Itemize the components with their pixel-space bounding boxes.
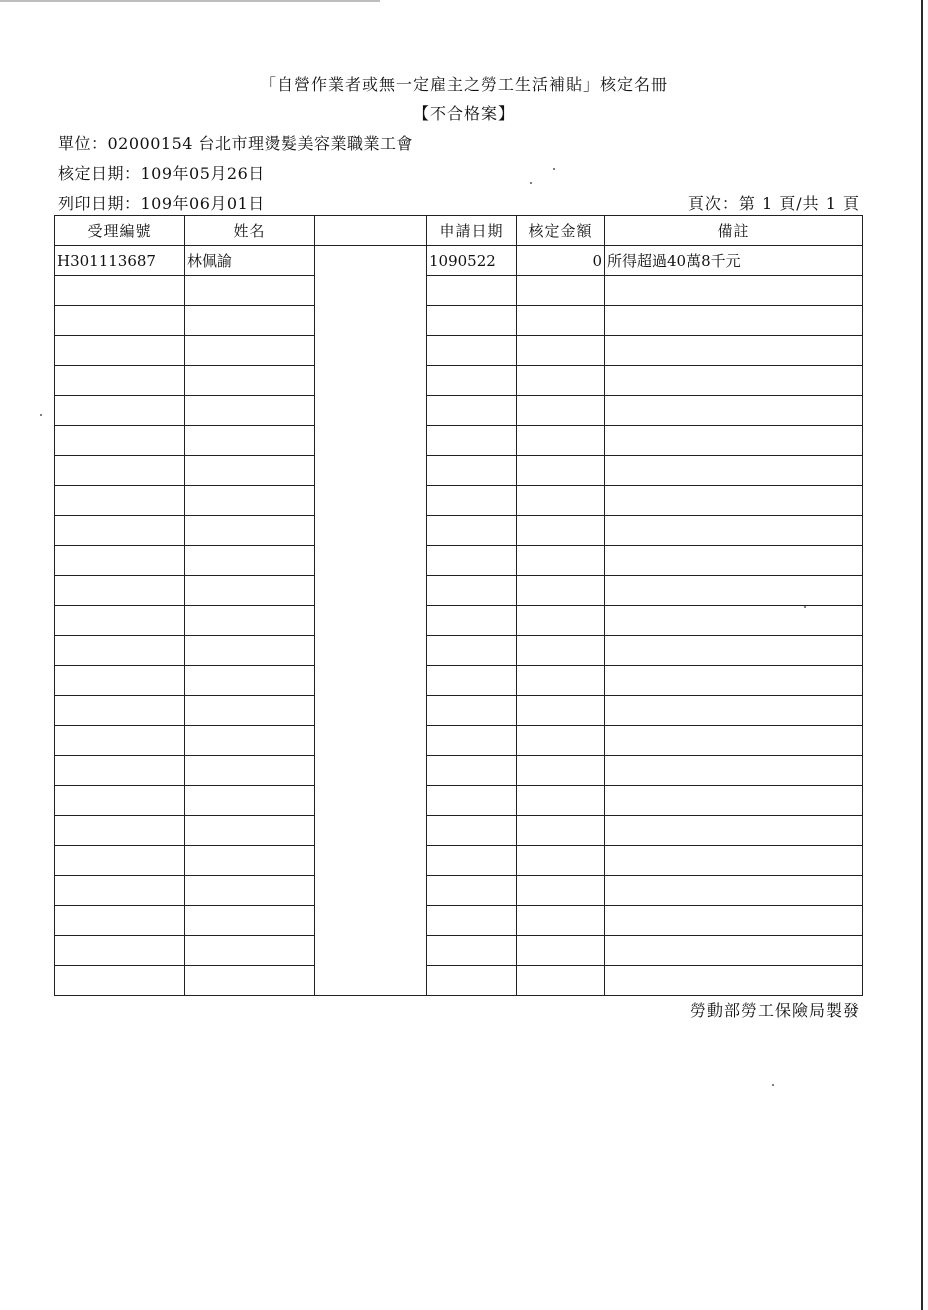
- cell-name: [185, 786, 315, 816]
- cell-apply-date: [427, 366, 517, 396]
- cell-name: [185, 366, 315, 396]
- cell-apply-date: [427, 306, 517, 336]
- cell-blank: [315, 516, 427, 546]
- cell-apply-date: [427, 756, 517, 786]
- cell-amount: [517, 846, 605, 876]
- cell-name: [185, 696, 315, 726]
- table-row: [55, 456, 863, 486]
- cell-apply-date: [427, 966, 517, 996]
- cell-remark: [605, 426, 863, 456]
- table-row: [55, 786, 863, 816]
- cell-case-no: [55, 546, 185, 576]
- cell-blank: [315, 336, 427, 366]
- cell-remark: [605, 276, 863, 306]
- cell-blank: [315, 756, 427, 786]
- cell-amount: [517, 786, 605, 816]
- approval-register-table: [54, 215, 863, 996]
- cell-case-no: [55, 486, 185, 516]
- cell-remark: [605, 396, 863, 426]
- cell-case-no: [55, 336, 185, 366]
- table-row: [55, 396, 863, 426]
- cell-blank: [315, 606, 427, 636]
- cell-remark: [605, 906, 863, 936]
- cell-remark: [605, 696, 863, 726]
- header-name: 姓名: [185, 216, 315, 246]
- cell-apply-date: [427, 516, 517, 546]
- scan-speck: [772, 1084, 774, 1086]
- cell-remark: [605, 936, 863, 966]
- cell-name: [185, 816, 315, 846]
- cell-remark: [605, 306, 863, 336]
- cell-remark: [605, 516, 863, 546]
- cell-amount: [517, 966, 605, 996]
- cell-blank: [315, 366, 427, 396]
- cell-case-no: [55, 666, 185, 696]
- cell-remark: [605, 456, 863, 486]
- table-row: [55, 666, 863, 696]
- cell-blank: [315, 696, 427, 726]
- cell-apply-date: [427, 666, 517, 696]
- cell-name: [185, 636, 315, 666]
- cell-apply-date: [427, 846, 517, 876]
- cell-case-no: [55, 426, 185, 456]
- cell-blank: [315, 486, 427, 516]
- table-row: [55, 276, 863, 306]
- cell-remark: [605, 876, 863, 906]
- cell-amount: [517, 486, 605, 516]
- table-row: [55, 516, 863, 546]
- cell-amount: [517, 606, 605, 636]
- cell-apply-date: [427, 396, 517, 426]
- cell-remark: [605, 606, 863, 636]
- cell-amount: [517, 516, 605, 546]
- cell-case-no: [55, 876, 185, 906]
- cell-name: [185, 846, 315, 876]
- cell-name: [185, 426, 315, 456]
- cell-amount: [517, 306, 605, 336]
- table-row: [55, 336, 863, 366]
- cell-blank: [315, 306, 427, 336]
- cell-amount: [517, 336, 605, 366]
- cell-remark: [605, 816, 863, 846]
- table-row: [55, 636, 863, 666]
- cell-blank: [315, 666, 427, 696]
- table-row: [55, 876, 863, 906]
- cell-blank: [315, 246, 427, 276]
- cell-name: [185, 516, 315, 546]
- cell-name: [185, 336, 315, 366]
- cell-name: [185, 876, 315, 906]
- cell-blank: [315, 396, 427, 426]
- cell-amount: [517, 726, 605, 756]
- cell-amount: [517, 276, 605, 306]
- table-row: [55, 906, 863, 936]
- cell-name: [185, 906, 315, 936]
- cell-case-no: [55, 396, 185, 426]
- cell-name: [185, 726, 315, 756]
- cell-blank: [315, 906, 427, 936]
- cell-apply-date: [427, 936, 517, 966]
- cell-apply-date: [427, 786, 517, 816]
- cell-case-no: [55, 786, 185, 816]
- table-row: [55, 366, 863, 396]
- cell-amount: [517, 756, 605, 786]
- cell-remark: [605, 636, 863, 666]
- table-row: [55, 846, 863, 876]
- table-row: [55, 696, 863, 726]
- cell-amount: [517, 906, 605, 936]
- cell-amount: [517, 546, 605, 576]
- cell-name: [185, 396, 315, 426]
- header-blank-column: [315, 216, 427, 246]
- table-row: [55, 576, 863, 606]
- cell-apply-date: [427, 276, 517, 306]
- cell-name: [185, 456, 315, 486]
- cell-apply-date: [427, 696, 517, 726]
- cell-amount: [517, 366, 605, 396]
- cell-amount: [517, 456, 605, 486]
- cell-remark: [605, 546, 863, 576]
- cell-case-no: H301113687: [55, 246, 185, 276]
- cell-remark: [605, 366, 863, 396]
- cell-case-no: [55, 846, 185, 876]
- document-title: 「自營作業者或無一定雇主之勞工生活補貼」核定名冊: [259, 75, 668, 94]
- table-row: [55, 546, 863, 576]
- cell-amount: [517, 396, 605, 426]
- cell-apply-date: [427, 726, 517, 756]
- table-row: [55, 486, 863, 516]
- cell-blank: [315, 876, 427, 906]
- cell-remark: [605, 666, 863, 696]
- table-body: [55, 246, 863, 996]
- cell-apply-date: [427, 636, 517, 666]
- table-row: [55, 426, 863, 456]
- cell-name: [185, 486, 315, 516]
- cell-blank: [315, 816, 427, 846]
- page-indicator: 頁次：第 1 頁/共 1 頁: [687, 194, 860, 213]
- cell-amount: 0: [517, 246, 605, 276]
- cell-amount: [517, 636, 605, 666]
- cell-blank: [315, 276, 427, 306]
- table-header-row: [55, 216, 863, 246]
- cell-name: [185, 756, 315, 786]
- cell-apply-date: [427, 906, 517, 936]
- scan-edge-right: [921, 0, 923, 1310]
- cell-apply-date: [427, 816, 517, 846]
- cell-name: 林佩諭: [185, 246, 315, 276]
- cell-case-no: [55, 636, 185, 666]
- cell-remark: [605, 756, 863, 786]
- unit-line: 單位：02000154 台北市理燙髮美容業職業工會: [58, 134, 414, 153]
- cell-name: [185, 276, 315, 306]
- cell-blank: [315, 846, 427, 876]
- cell-case-no: [55, 306, 185, 336]
- cell-case-no: [55, 906, 185, 936]
- cell-blank: [315, 786, 427, 816]
- cell-apply-date: [427, 336, 517, 366]
- table-row: [55, 306, 863, 336]
- table-row: [55, 246, 863, 276]
- cell-remark: [605, 576, 863, 606]
- cell-blank: [315, 636, 427, 666]
- cell-blank: [315, 576, 427, 606]
- scan-edge-top: [0, 0, 380, 2]
- approval-date-line: 核定日期：109年05月26日: [58, 164, 265, 183]
- table-row: [55, 966, 863, 996]
- cell-blank: [315, 936, 427, 966]
- cell-remark: [605, 786, 863, 816]
- cell-amount: [517, 426, 605, 456]
- cell-apply-date: [427, 426, 517, 456]
- cell-blank: [315, 426, 427, 456]
- cell-apply-date: [427, 576, 517, 606]
- table-row: [55, 756, 863, 786]
- cell-case-no: [55, 726, 185, 756]
- scan-speck: [530, 182, 532, 184]
- cell-blank: [315, 966, 427, 996]
- cell-remark: [605, 486, 863, 516]
- cell-amount: [517, 666, 605, 696]
- scan-speck: [40, 414, 42, 416]
- cell-apply-date: [427, 456, 517, 486]
- cell-blank: [315, 726, 427, 756]
- cell-name: [185, 666, 315, 696]
- cell-name: [185, 546, 315, 576]
- table-row: [55, 816, 863, 846]
- cell-case-no: [55, 516, 185, 546]
- cell-name: [185, 966, 315, 996]
- header-case-no: 受理編號: [55, 216, 185, 246]
- table-row: [55, 606, 863, 636]
- cell-case-no: [55, 756, 185, 786]
- cell-case-no: [55, 276, 185, 306]
- cell-case-no: [55, 696, 185, 726]
- cell-apply-date: 1090522: [427, 246, 517, 276]
- cell-blank: [315, 546, 427, 576]
- cell-apply-date: [427, 606, 517, 636]
- cell-apply-date: [427, 876, 517, 906]
- cell-remark: [605, 966, 863, 996]
- scan-speck: [804, 606, 806, 608]
- cell-name: [185, 606, 315, 636]
- cell-case-no: [55, 606, 185, 636]
- table-row: [55, 726, 863, 756]
- issuer-footer: 勞動部勞工保險局製發: [689, 1001, 860, 1020]
- header-apply-date: 申請日期: [427, 216, 517, 246]
- cell-name: [185, 306, 315, 336]
- cell-name: [185, 576, 315, 606]
- cell-apply-date: [427, 486, 517, 516]
- cell-remark: [605, 336, 863, 366]
- cell-name: [185, 936, 315, 966]
- cell-case-no: [55, 576, 185, 606]
- cell-amount: [517, 576, 605, 606]
- cell-case-no: [55, 966, 185, 996]
- cell-case-no: [55, 366, 185, 396]
- cell-case-no: [55, 456, 185, 486]
- cell-case-no: [55, 816, 185, 846]
- cell-case-no: [55, 936, 185, 966]
- header-remark: 備註: [605, 216, 863, 246]
- cell-blank: [315, 456, 427, 486]
- scan-speck: [553, 168, 555, 170]
- print-date-line: 列印日期：109年06月01日: [58, 194, 265, 213]
- cell-amount: [517, 936, 605, 966]
- cell-apply-date: [427, 546, 517, 576]
- cell-remark: [605, 726, 863, 756]
- cell-remark: 所得超過40萬8千元: [605, 246, 863, 276]
- cell-amount: [517, 876, 605, 906]
- table-row: [55, 936, 863, 966]
- cell-amount: [517, 696, 605, 726]
- header-amount: 核定金額: [517, 216, 605, 246]
- document-subtitle: 【不合格案】: [412, 104, 515, 123]
- cell-remark: [605, 846, 863, 876]
- cell-amount: [517, 816, 605, 846]
